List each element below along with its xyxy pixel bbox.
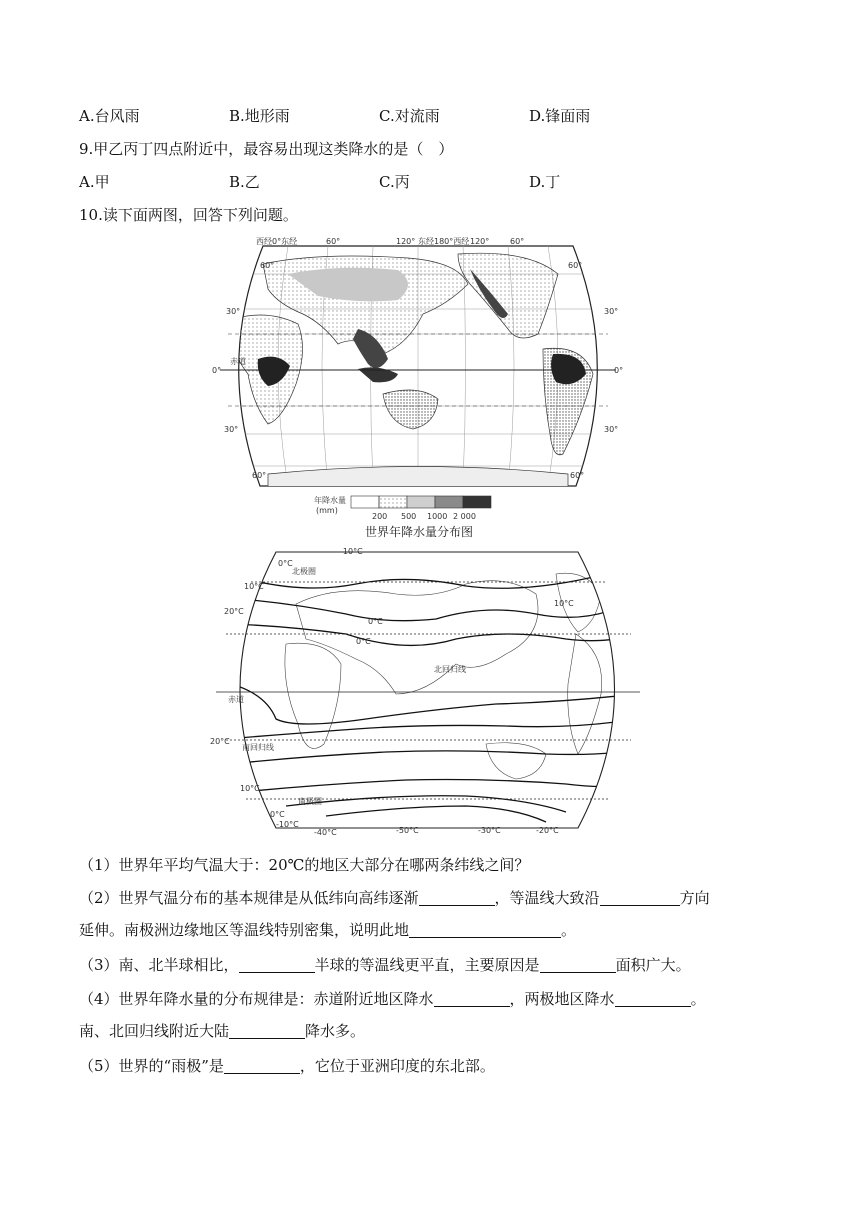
map2-left-label: 0°C xyxy=(270,810,285,819)
q10-sub5-text: （5）世界的“雨极”是 xyxy=(79,1057,224,1075)
q10-sub4 xyxy=(79,983,783,1047)
map1-top-label: 60° xyxy=(326,237,341,246)
map2-left-label: -10°C xyxy=(276,820,299,829)
map2-line-label: 北回归线 xyxy=(434,665,466,674)
map1-lat-label: 60° xyxy=(570,471,585,480)
answer-blank[interactable] xyxy=(434,990,510,1007)
map1-top-label: 120° xyxy=(396,237,416,246)
q10-sub2-text: （2）世界气温分布的基本规律是从低纬向高纬逐渐 xyxy=(79,889,419,907)
map1-legend-tick: 500 xyxy=(401,512,417,521)
map1-equator-label: 赤道 xyxy=(230,357,246,366)
answer-blank[interactable] xyxy=(224,1057,300,1074)
q10-sub2-text: ，等温线大致沿 xyxy=(494,889,600,907)
q10-sub3-text: 面积广大。 xyxy=(615,956,691,974)
map1-legend-unit: (mm) xyxy=(316,506,338,515)
map1-lat-label: 0° xyxy=(212,366,222,375)
map1-lat-label: 60° xyxy=(260,261,275,270)
map1-caption: 世界年降水量分布图 xyxy=(365,525,474,539)
map2-bottom-label: -40°C xyxy=(314,828,337,837)
map1-legend-tick: 2 000 xyxy=(453,512,476,521)
map2-top-label: -10°C xyxy=(340,547,363,556)
map1-lat-label: 60° xyxy=(568,261,583,270)
q10-sub4-text: 降水多。 xyxy=(305,1022,366,1040)
map1-top-label: 东经180°西经 xyxy=(418,237,470,246)
answer-blank[interactable] xyxy=(409,921,561,938)
answer-blank[interactable] xyxy=(239,956,315,973)
q10-sub3 xyxy=(79,949,783,981)
q10-sub5-text: ，它位于亚洲印度的东北部。 xyxy=(299,1057,495,1075)
map2-line-label: 北极圈 xyxy=(292,567,316,576)
map1-lat-label: 30° xyxy=(226,307,241,316)
map1-top-label: 120° xyxy=(470,237,490,246)
map2-left-label: 10°C xyxy=(244,582,264,591)
map2-top-label: 0°C xyxy=(278,559,293,568)
q10-sub3-text: 半球的等温线更平直，主要原因是 xyxy=(314,956,540,974)
q10-sub3-text: （3）南、北半球相比， xyxy=(79,956,239,974)
legend-swatch xyxy=(379,496,407,508)
isotherm-map xyxy=(206,544,650,838)
map2-bottom-label: -30°C xyxy=(478,826,501,835)
legend-swatch xyxy=(463,496,491,508)
map2-left-label: 20°C xyxy=(210,737,230,746)
map2-left-label: 20°C xyxy=(224,607,244,616)
answer-blank[interactable] xyxy=(540,956,616,973)
map1-top-label: 60° xyxy=(510,237,525,246)
map1-legend-tick: 200 xyxy=(372,512,388,521)
map2-contour-label: 10°C xyxy=(554,599,574,608)
map2-bottom-label: -50°C xyxy=(396,826,419,835)
q10-stem: 10.读下面两图，回答下列问题。 xyxy=(79,206,298,224)
map1-lat-label: 30° xyxy=(224,425,239,434)
q9-option-b: B.乙 xyxy=(229,173,260,191)
q10-sub2-text: 。 xyxy=(561,921,577,939)
q10-sub1: （1）世界年平均气温大于：20℃的地区大部分在哪两条纬线之间？ xyxy=(79,856,530,874)
map2-line-label: 赤道 xyxy=(228,695,244,704)
map1-legend-tick: 1000 xyxy=(427,512,448,521)
map2-line-label: 南极圈 xyxy=(298,797,322,806)
q9-option-a: A.甲 xyxy=(79,173,110,191)
legend-swatch xyxy=(351,496,379,508)
map1-lat-label: 0° xyxy=(614,366,624,375)
q10-sub2-text: 方向 xyxy=(679,889,710,907)
q10-sub2-text: 延伸。南极洲边缘地区等温线特别密集，说明此地 xyxy=(79,921,410,939)
q9-stem: 9.甲乙丙丁四点附近中，最容易出现这类降水的是（ ） xyxy=(79,140,454,158)
legend-swatch xyxy=(435,496,463,508)
map2-bottom-label: -20°C xyxy=(536,826,559,835)
answer-blank[interactable] xyxy=(600,889,680,906)
q8-option-c: C.对流雨 xyxy=(379,107,440,125)
map1-lat-label: 30° xyxy=(604,307,619,316)
q9-option-c: C.丙 xyxy=(379,173,410,191)
precipitation-map xyxy=(208,234,628,524)
map2-contour-label: 0°C xyxy=(356,637,371,646)
map1-legend-title: 年降水量 xyxy=(314,496,346,505)
q9-option-d: D.丁 xyxy=(529,173,561,191)
answer-blank[interactable] xyxy=(419,889,495,906)
q8-option-d: D.锋面雨 xyxy=(529,107,591,125)
q10-sub2 xyxy=(79,882,783,946)
q8-option-a: A.台风雨 xyxy=(79,107,140,125)
legend-swatch xyxy=(407,496,435,508)
q10-sub4-text: 南、北回归线附近大陆 xyxy=(79,1022,230,1040)
answer-blank[interactable] xyxy=(615,990,691,1007)
q10-sub5 xyxy=(79,1050,783,1082)
answer-blank[interactable] xyxy=(229,1022,305,1039)
q10-sub4-text: ，两极地区降水 xyxy=(509,990,615,1008)
q10-sub4-text: （4）世界年降水量的分布规律是：赤道附近地区降水 xyxy=(79,990,434,1008)
q8-option-b: B.地形雨 xyxy=(229,107,290,125)
map1-lat-label: 30° xyxy=(604,425,619,434)
map2-line-label: 南回归线 xyxy=(242,743,274,752)
map1-top-label: 西经0°东经 xyxy=(256,237,298,246)
q10-sub4-text: 。 xyxy=(690,990,706,1008)
map1-lat-label: 60° xyxy=(252,471,267,480)
map2-contour-label: 0°C xyxy=(368,617,383,626)
map2-left-label: 10°C xyxy=(240,784,260,793)
